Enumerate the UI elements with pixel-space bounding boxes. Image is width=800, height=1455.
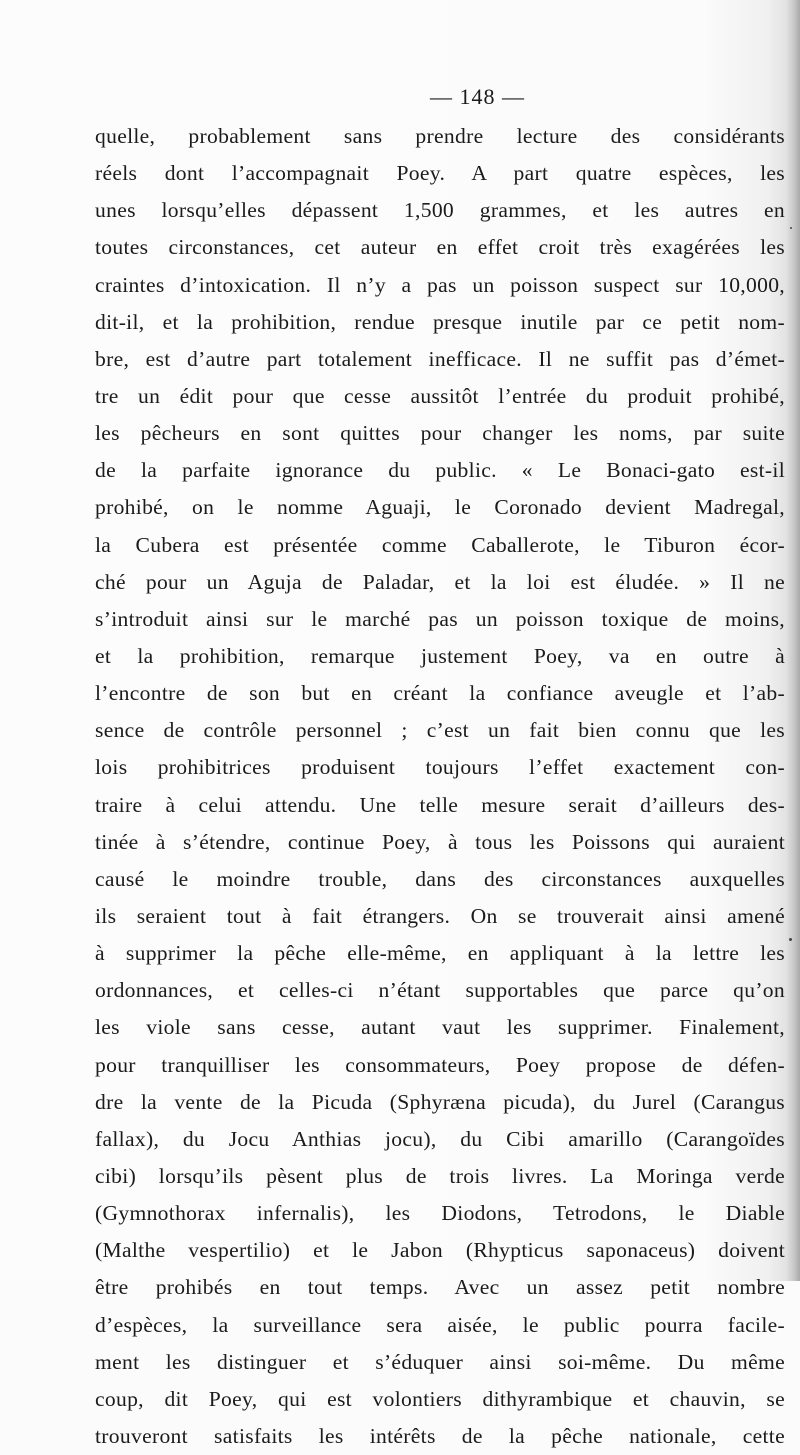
text-line: ordonnances, et celles-ci n’étant supportables que parce qu’on xyxy=(95,978,785,1003)
text-line: s’introduit ainsi sur le marché pas un poisson toxique de moins, xyxy=(95,606,785,631)
text-line: lois prohibitrices produisent toujours l’effet exactement con- xyxy=(95,755,785,780)
text-line: bre, est d’autre part totalement inefficace. Il ne suffit pas d’émet- xyxy=(95,346,785,371)
text-line: de la parfaite ignorance du public. « Le Bonaci-gato est-il xyxy=(95,458,785,483)
text-line: et la prohibition, remarque justement Poey, va en outre à xyxy=(95,643,785,668)
text-line: à supprimer la pêche elle-même, en appliquant à la lettre les xyxy=(95,941,785,966)
text-line: causé le moindre trouble, dans des circonstances auxquelles xyxy=(95,866,785,891)
text-line: tinée à s’étendre, continue Poey, à tous les Poissons qui auraient xyxy=(95,829,785,854)
text-line: cibi) lorsqu’ils pèsent plus de trois livres. La Moringa verde xyxy=(95,1163,785,1188)
body-text xyxy=(95,118,785,1455)
ink-speck xyxy=(789,938,792,941)
text-line: (Malthe vespertilio) et le Jabon (Rhypticus saponaceus) doivent xyxy=(95,1238,785,1263)
text-line: traire à celui attendu. Une telle mesure serait d’ailleurs des- xyxy=(95,792,785,817)
text-line: prohibé, on le nomme Aguaji, le Coronado devient Madregal, xyxy=(95,495,785,520)
text-line: toutes circonstances, cet auteur en effet croit très exagérées les xyxy=(95,235,785,260)
text-line: quelle, probablement sans prendre lecture des considérants xyxy=(95,124,785,148)
text-line: les pêcheurs en sont quittes pour changer les noms, par suite xyxy=(95,421,785,446)
ink-speck xyxy=(790,227,792,229)
text-line: dit-il, et la prohibition, rendue presque inutile par ce petit nom- xyxy=(95,309,785,334)
text-line: sence de contrôle personnel ; c’est un fait bien connu que les xyxy=(95,718,785,743)
page-edge-shadow xyxy=(786,0,800,1281)
text-line: fallax), du Jocu Anthias jocu), du Cibi amarillo (Carangoïdes xyxy=(95,1126,785,1151)
text-line: trouveront satisfaits les intérêts de la pêche nationale, cette xyxy=(95,1423,785,1448)
text-line: ché pour un Aguja de Paladar, et la loi est éludée. » Il ne xyxy=(95,569,785,594)
text-line: dre la vente de la Picuda (Sphyræna picuda), du Jurel (Carangus xyxy=(95,1089,785,1114)
page-number xyxy=(0,84,800,110)
text-line: (Gymnothorax infernalis), les Diodons, Tetrodons, le Diable xyxy=(95,1201,785,1226)
text-line: tre un édit pour que cesse aussitôt l’entrée du produit prohibé, xyxy=(95,383,785,408)
text-line: craintes d’intoxication. Il n’y a pas un poisson suspect sur 10,000, xyxy=(95,272,785,297)
text-line: d’espèces, la surveillance sera aisée, le public pourra facile- xyxy=(95,1312,785,1337)
text-line: pour tranquilliser les consommateurs, Poey propose de défen- xyxy=(95,1052,785,1077)
text-line: réels dont l’accompagnait Poey. A part quatre espèces, les xyxy=(95,161,785,186)
text-line: coup, dit Poey, qui est volontiers dithyrambique et chauvin, se xyxy=(95,1386,785,1411)
text-line: ils seraient tout à fait étrangers. On se trouverait ainsi amené xyxy=(95,903,785,928)
text-line: les viole sans cesse, autant vaut les supprimer. Finalement, xyxy=(95,1015,785,1040)
text-line: être prohibés en tout temps. Avec un assez petit nombre xyxy=(95,1275,785,1300)
text-line: la Cubera est présentée comme Caballerote, le Tiburon écor- xyxy=(95,532,785,557)
text-line: ment les distinguer et s’éduquer ainsi soi-même. Du même xyxy=(95,1349,785,1374)
page-number-text: — 148 — xyxy=(430,84,525,109)
text-line: unes lorsqu’elles dépassent 1,500 grammes, et les autres en xyxy=(95,198,785,223)
text-line: l’encontre de son but en créant la confiance aveugle et l’ab- xyxy=(95,681,785,706)
